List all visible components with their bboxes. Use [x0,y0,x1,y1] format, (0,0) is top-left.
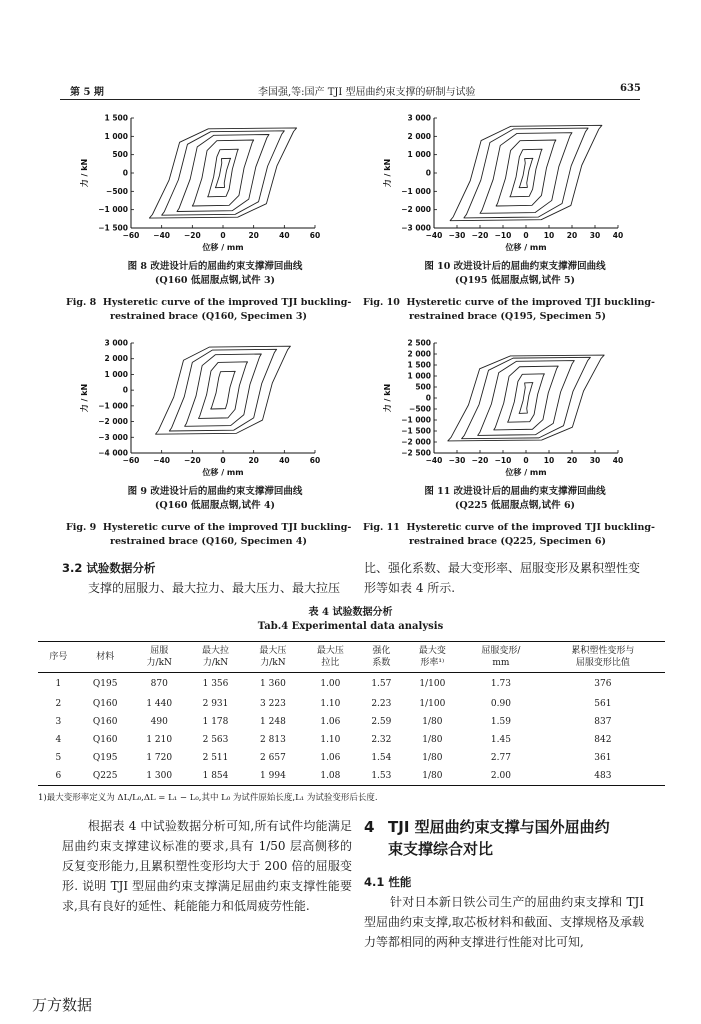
table-cell: 1/80 [422,734,443,745]
y-axis-label: 力 / kN [383,383,392,413]
hysteresis-loop [480,133,572,214]
figure-10 [378,112,628,258]
table-cell: Q160 [92,698,118,709]
y-tick-label: −2 000 [98,417,128,427]
table-cell: 1 720 [146,752,173,763]
y-tick-label: 0 [425,168,431,178]
table-cell: 1/80 [422,752,443,763]
hysteresis-loop [198,362,247,419]
table-cell: 2 931 [202,698,229,709]
table-cell: 1.59 [490,716,511,727]
x-tick-label: 30 [589,456,601,465]
figure-10-caption-zh-1: 图 10 改进设计后的屈曲约束支撑滞回曲线 [424,261,606,272]
table-4 [38,641,665,803]
x-axis-label: 位移 / mm [505,243,547,252]
figure-9-caption-zh [80,485,350,513]
table-row [38,749,665,767]
y-tick-label: −1 000 [98,205,128,215]
y-tick-label: 1 000 [407,371,431,381]
figure-8-caption-en [66,296,356,324]
table-cell: 1.57 [371,678,392,689]
x-tick-label: −40 [153,456,171,465]
hysteresis-loop [149,128,296,218]
figure-11-caption-zh-1: 图 11 改进设计后的屈曲约束支撑滞回曲线 [424,486,606,497]
section-3-2-para-right: 比、强化系数、最大变形率、屈服变形及累积塑性变形等如表 4 所示. [364,561,641,595]
figure-8-caption-en-2: restrained brace (Q160, Specimen 3) [110,311,307,322]
x-tick-label: 10 [543,456,555,465]
y-tick-label: −3 000 [98,432,128,442]
x-axis-label: 位移 / mm [202,243,244,252]
x-axis-label: 位移 / mm [202,468,244,477]
hysteresis-loops [448,355,604,441]
figure-9-caption-en-label: Fig. 9 [66,522,97,533]
figure-11-caption-en-1: Hysteretic curve of the improved TJI buckling- [406,522,655,533]
y-tick-label: −2 500 [401,448,431,458]
figure-9-caption-zh-2: (Q160 低屈服点钢,试件 4) [154,500,276,511]
table-cell: 1 440 [146,698,173,709]
x-tick-label: 60 [309,231,321,240]
y-tick-label: 3 000 [407,113,431,123]
table-header-cell: 最大压 拉比 [316,646,344,668]
x-tick-label: 0 [523,456,529,465]
table-header-cell: 最大拉 力/kN [201,646,229,668]
figure-11-caption-en-label: Fig. 11 [363,522,400,533]
hysteresis-loop [162,131,285,215]
hysteresis-loop [478,361,575,436]
table-cell: 1.06 [320,752,341,763]
y-tick-label: −1 500 [401,426,431,436]
section-4-1-heading: 4.1 性能 [364,875,412,889]
watermark-text: 万方数据 [32,996,93,1014]
x-tick-label: −10 [494,231,512,240]
figure-8-caption-zh-2: (Q160 低屈服点钢,试件 3) [154,275,276,286]
x-tick-label: −40 [153,231,171,240]
table-cell: 1 356 [202,678,229,689]
hysteresis-loop [450,125,602,220]
figure-11-chart [378,337,628,479]
y-axis-label: 力 / kN [80,158,89,188]
table-4-title [0,606,701,634]
table-header-cell: 最大变 形率¹⁾ [418,646,446,668]
y-tick-label: 500 [415,382,431,392]
y-tick-label: −1 000 [401,186,431,196]
x-tick-label: −40 [425,456,443,465]
section-4-heading-line-2: 束支撑综合对比 [388,840,494,858]
table-cell: 1.53 [371,770,392,781]
table-row [38,713,665,731]
hysteresis-loop [211,371,236,409]
y-tick-label: −1 500 [98,223,128,233]
y-tick-label: 3 000 [104,338,128,348]
figure-11-caption-zh-2: (Q225 低屈服点钢,试件 6) [454,500,576,511]
table-cell: 483 [594,770,612,781]
table-row [38,731,665,749]
figure-9-chart [75,337,325,479]
table-cell: Q160 [92,716,118,727]
table-cell: 1.00 [320,678,341,689]
x-tick-label: 40 [279,231,290,240]
section-4 [364,816,644,952]
x-tick-label: −20 [471,456,489,465]
figure-10-caption-en [363,296,658,324]
table-header-cell: 累积塑性变形与 屈服变形比值 [571,646,635,668]
y-tick-label: 2 500 [407,338,431,348]
table-row [38,767,665,786]
table-cell: 1/100 [419,698,446,709]
figure-8 [75,112,325,258]
table-cell: 361 [594,752,612,763]
y-tick-label: 2 000 [407,131,431,141]
figure-9-caption-en-2: restrained brace (Q160, Specimen 4) [110,536,307,547]
table-cell: 1.45 [490,734,511,745]
y-tick-label: 1 500 [104,113,128,123]
hysteresis-loop [510,149,542,197]
hysteresis-loops [156,346,291,434]
x-tick-label: 30 [589,231,601,240]
y-tick-label: 1 000 [104,369,128,379]
figure-10-caption-en-label: Fig. 10 [363,297,400,308]
y-tick-label: −4 000 [98,448,128,458]
table-row [38,673,665,695]
y-tick-label: 0 [425,393,431,403]
hysteresis-loop [177,135,269,212]
x-tick-label: −30 [448,456,466,465]
y-tick-label: 0 [122,168,128,178]
y-tick-label: 500 [112,150,128,160]
table-cell: 376 [594,678,612,689]
table-cell: Q195 [92,678,118,689]
table-cell: Q160 [92,734,118,745]
table-cell: 2.23 [371,698,392,709]
table-cell: 4 [55,734,62,745]
figure-10-caption-zh [380,260,650,288]
x-tick-label: 20 [248,231,259,240]
table-cell: 1.73 [490,678,511,689]
hysteresis-loop [519,383,533,414]
x-tick-label: 20 [566,456,578,465]
conclusion-paragraph: 根据表 4 中试验数据分析可知,所有试件均能满足屈曲约束支撑建议标准的要求,具有 1/50 层高侧移的反复变形能力,且累积塑性变形均大于 200 倍的屈服变形. 说明 TJI 型屈曲约束支撑满足屈曲约束支撑性能要求,具有良好的延性、耗能能力和低周疲劳性能. [62,819,352,913]
figure-10-caption-en-1: Hysteretic curve of the improved TJI buckling- [406,297,655,308]
table-row [38,695,665,713]
table-cell: 842 [594,734,612,745]
hysteresis-loop [215,158,230,187]
hysteresis-loop [462,357,591,438]
x-tick-label: −40 [425,231,443,240]
table-cell: Q225 [92,770,118,781]
x-tick-label: −20 [183,456,201,465]
table-cell: Q195 [92,752,118,763]
y-tick-label: −3 000 [401,223,431,233]
table-cell: 1.06 [320,716,341,727]
table-header-cell: 材料 [96,652,115,662]
y-tick-label: 2 000 [104,354,128,364]
table-header-row [38,642,665,673]
x-tick-label: −60 [122,456,140,465]
header-page-number: 635 [620,83,641,94]
table-cell: 2.59 [371,716,392,727]
hysteresis-loop [169,349,276,431]
hysteresis-loop [464,128,588,218]
table-body [38,673,665,786]
table-cell: 1.10 [320,698,341,709]
table-cell: 3 [55,716,62,727]
table-cell: 1/100 [419,678,446,689]
table-cell: 2.32 [371,734,392,745]
figure-11-caption-zh [380,485,650,513]
y-tick-label: −2 000 [401,437,431,447]
x-tick-label: −20 [183,231,201,240]
table-cell: 3 223 [260,698,286,709]
y-tick-label: 1 000 [104,131,128,141]
table-header-cell: 强化 系数 [372,646,391,668]
header-title: 李国强,等:国产 TJI 型屈曲约束支撑的研制与试验 [258,87,476,98]
x-tick-label: 20 [248,456,259,465]
table-cell: 1 994 [260,770,286,781]
y-tick-label: −1 000 [98,401,128,411]
figure-9 [75,337,325,483]
x-tick-label: 10 [543,231,555,240]
x-tick-label: 0 [523,231,529,240]
table-cell: 2.00 [490,770,511,781]
x-tick-label: 60 [309,456,321,465]
figure-11-caption-en-2: restrained brace (Q225, Specimen 6) [409,536,606,547]
figure-8-chart [75,112,325,254]
table-cell: 0.90 [490,698,511,709]
hysteresis-loops [149,128,296,218]
hysteresis-loop [494,366,558,430]
figure-11-caption-en [363,521,658,549]
hysteresis-loop [156,346,291,434]
table-header-cell: 序号 [49,652,68,662]
table-cell: 2 563 [202,734,229,745]
figure-8-caption-zh-1: 图 8 改进设计后的屈曲约束支撑滞回曲线 [127,261,303,272]
table-cell: 1.54 [371,752,392,763]
figure-11 [378,337,628,483]
y-tick-label: 1 500 [407,360,431,370]
table-cell: 2.77 [490,752,511,763]
table-header-cell: 屈服变形/ mm [481,646,521,668]
table-cell: 2 657 [260,752,286,763]
table-cell: 2 [55,698,62,709]
y-tick-label: 1 000 [407,150,431,160]
table-cell: 1.08 [320,770,341,781]
hysteresis-loop [448,355,604,441]
figure-9-caption-zh-1: 图 9 改进设计后的屈曲约束支撑滞回曲线 [127,486,303,497]
x-tick-label: 20 [566,231,578,240]
header-rule [60,99,640,100]
hysteresis-loop [519,158,533,187]
section-4-1-paragraph: 针对日本新日铁公司生产的屈曲约束支撑和 TJI 型屈曲约束支撑,取芯板材料和截面、支撑规格及承载力等都相同的两种支撑进行性能对比可知, [364,895,644,949]
y-tick-label: −500 [106,186,128,196]
table-header-cell: 最大压 力/kN [259,646,287,668]
header-issue: 第 5 期 [70,87,104,98]
table-cell: 2 813 [260,734,286,745]
x-axis-label: 位移 / mm [505,468,547,477]
table-cell: 561 [594,698,612,709]
table-cell: 1.10 [320,734,341,745]
table-cell: 1/80 [422,716,443,727]
figure-8-caption-en-1: Hysteretic curve of the improved TJI buckling- [102,297,352,308]
hysteresis-loop [185,354,262,426]
y-axis-label: 力 / kN [383,158,392,188]
section-4-heading [364,816,644,860]
x-tick-label: −10 [494,456,512,465]
figure-9-caption-en [66,521,356,549]
table-cell: 1 300 [146,770,173,781]
y-tick-label: −500 [409,404,431,414]
x-tick-label: −30 [448,231,466,240]
y-tick-label: 0 [122,385,128,395]
x-tick-label: −20 [471,231,489,240]
section-4-heading-line-1: TJI 型屈曲约束支撑与国外屈曲约 [388,818,610,836]
table-4-title-zh: 表 4 试验数据分析 [308,607,393,618]
table-cell: 1 210 [146,734,173,745]
section-3-2-para-left: 支撑的屈服力、最大拉力、最大压力、最大拉压 [88,581,341,595]
table-header-cell: 屈服 力/kN [146,646,172,668]
table-cell: 1 248 [260,716,286,727]
table-cell: 2 511 [202,752,229,763]
table-cell: 837 [594,716,612,727]
table-cell: 1 854 [202,770,229,781]
figure-10-caption-en-2: restrained brace (Q195, Specimen 5) [409,311,606,322]
y-tick-label: −1 000 [401,415,431,425]
figure-8-caption-zh [80,260,350,288]
table-cell: 1 178 [202,716,229,727]
table-cell: 1/80 [422,770,443,781]
section-3-2-heading: 3.2 试验数据分析 [62,561,156,575]
table-cell: 5 [55,752,62,763]
table-4-title-en: Tab.4 Experimental data analysis [257,621,444,632]
y-tick-label: 2 000 [407,349,431,359]
x-tick-label: −60 [122,231,140,240]
x-tick-label: 40 [612,456,624,465]
hysteresis-loop [208,149,239,197]
section-4-number: 4 [364,818,375,836]
table-cell: 1 360 [260,678,286,689]
x-tick-label: 0 [220,231,226,240]
x-tick-label: 0 [220,456,226,465]
y-axis-label: 力 / kN [80,383,89,413]
figure-9-caption-en-1: Hysteretic curve of the improved TJI buckling- [102,522,352,533]
table-cell: 1 [55,678,62,689]
section-3-2 [62,558,352,598]
hysteresis-loops [450,125,602,220]
figure-10-chart [378,112,628,254]
figure-10-caption-zh-2: (Q195 低屈服点钢,试件 5) [454,275,576,286]
x-tick-label: 40 [279,456,290,465]
table-cell: 490 [150,716,168,727]
table-cell: 870 [150,678,168,689]
x-tick-label: 40 [612,231,624,240]
y-tick-label: −2 000 [401,205,431,215]
figure-8-caption-en-label: Fig. 8 [66,297,97,308]
hysteresis-loop [508,374,545,422]
table-footnote: 1)最大变形率定义为 ΔL/L₀,ΔL = L₁ − L₀,其中 L₀ 为试件原始长度,L₁ 为试验变形后长度. [38,792,378,803]
table-cell: 6 [55,770,62,781]
